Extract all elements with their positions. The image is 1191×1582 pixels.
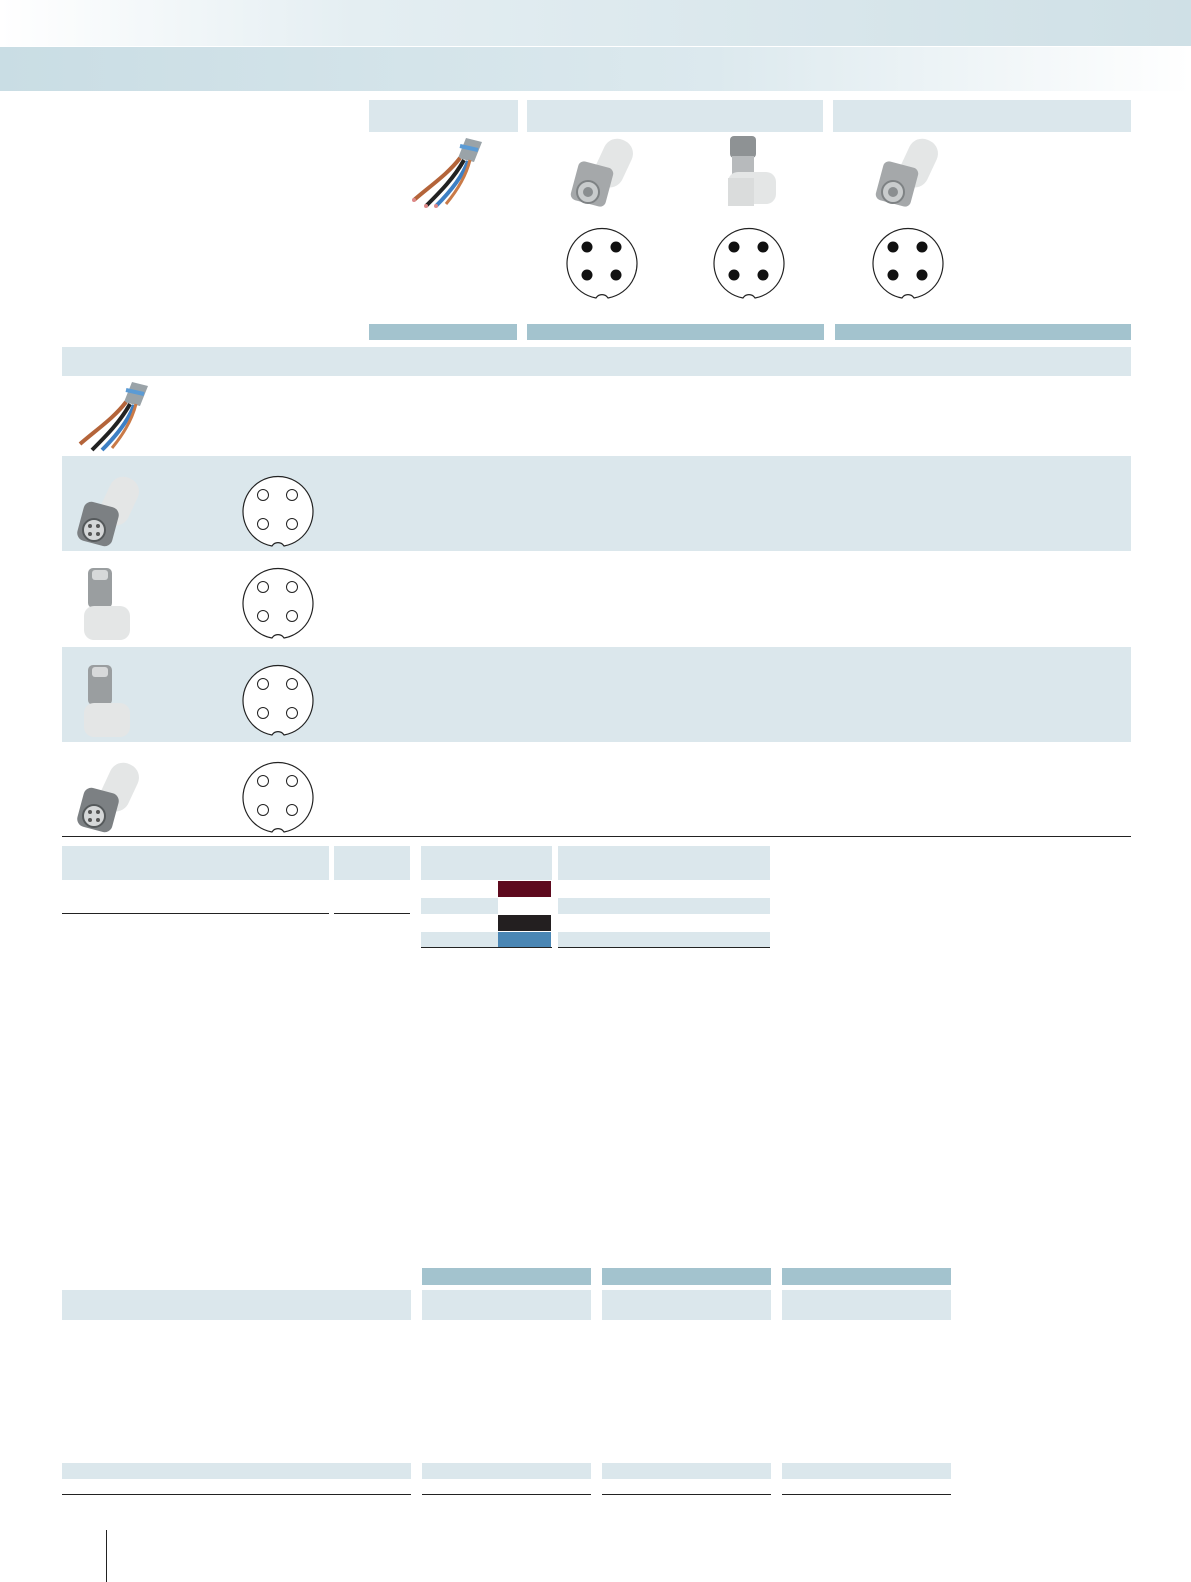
bottom-table-row-shade-label bbox=[62, 1463, 411, 1479]
male-pin-layout-diagram bbox=[566, 226, 638, 302]
bottom-table-header-2 bbox=[602, 1290, 771, 1320]
table-bottom-rule bbox=[62, 836, 1131, 837]
male-pin-layout-diagram-2 bbox=[713, 226, 785, 302]
bottom-table-rule-1 bbox=[422, 1494, 591, 1495]
column-header-cable bbox=[369, 100, 518, 132]
page-margin-rule bbox=[106, 1530, 107, 1582]
wire-colour-swatch-black bbox=[498, 915, 551, 931]
wire-table-row-2-shade bbox=[421, 898, 498, 914]
m12-female-angled-connector-icon bbox=[80, 566, 132, 642]
bottom-table-topbar-2 bbox=[602, 1268, 771, 1285]
wire-table-row-2-shade-right bbox=[558, 898, 770, 914]
m12-male-angled-connector-icon bbox=[720, 134, 780, 210]
wire-table-rule-1 bbox=[421, 947, 552, 948]
bottom-table-rule-label bbox=[62, 1494, 411, 1495]
female-pin-layout-diagram-4 bbox=[241, 760, 315, 836]
m12-male-straight-connector-icon-2 bbox=[873, 134, 943, 210]
wire-table-header-2 bbox=[558, 846, 770, 880]
wire-colour-swatch-white bbox=[498, 898, 551, 914]
spec-table-rule-2 bbox=[334, 913, 410, 914]
wire-table-row-4-shade-right bbox=[558, 932, 770, 947]
male-pin-layout-diagram-3 bbox=[872, 226, 944, 302]
female-pin-layout-diagram bbox=[241, 474, 315, 550]
header-band-top bbox=[0, 0, 1191, 46]
spec-table-header-2 bbox=[334, 846, 410, 880]
m12-female-straight-connector-icon-2 bbox=[76, 760, 142, 834]
bottom-table-row-shade-2 bbox=[602, 1463, 771, 1479]
bottom-table-header-3 bbox=[782, 1290, 951, 1320]
m12-female-angled-connector-icon-2 bbox=[80, 663, 132, 739]
column-footer-male-angled bbox=[835, 324, 1131, 340]
row-female-straight-1 bbox=[62, 456, 1131, 551]
bottom-table-row-shade-1 bbox=[422, 1463, 591, 1479]
bottom-table-header-1 bbox=[422, 1290, 591, 1320]
bottom-table-row-shade-3 bbox=[782, 1463, 951, 1479]
bottom-table-topbar-3 bbox=[782, 1268, 951, 1285]
column-footer-cable bbox=[369, 324, 517, 340]
header-band-second bbox=[0, 47, 1191, 91]
m12-male-straight-connector-icon bbox=[568, 134, 638, 210]
bottom-table-topbar-1 bbox=[422, 1268, 591, 1285]
bottom-table-rule-2 bbox=[602, 1494, 771, 1495]
spec-table-header-1 bbox=[62, 846, 329, 880]
open-wire-cable-icon bbox=[408, 134, 488, 210]
spec-table-rule-1 bbox=[62, 913, 329, 914]
open-wire-cable-icon-row bbox=[74, 378, 154, 454]
row-female-angled-2 bbox=[62, 647, 1131, 742]
column-header-male-straight bbox=[527, 100, 823, 132]
bottom-table-rule-3 bbox=[782, 1494, 951, 1495]
female-pin-layout-diagram-3 bbox=[241, 663, 315, 739]
column-footer-male-straight bbox=[527, 324, 824, 340]
row-header-bar bbox=[62, 347, 1131, 376]
wire-colour-swatch-blue bbox=[498, 932, 551, 947]
wire-table-row-4-shade bbox=[421, 932, 498, 947]
m12-female-straight-connector-icon bbox=[76, 474, 142, 548]
wire-table-rule-2 bbox=[558, 947, 770, 948]
column-header-male-angled bbox=[833, 100, 1131, 132]
bottom-table-header-label bbox=[62, 1290, 411, 1320]
wire-colour-swatch-brown bbox=[498, 881, 551, 897]
female-pin-layout-diagram-2 bbox=[241, 566, 315, 642]
wire-table-header-1 bbox=[421, 846, 552, 880]
